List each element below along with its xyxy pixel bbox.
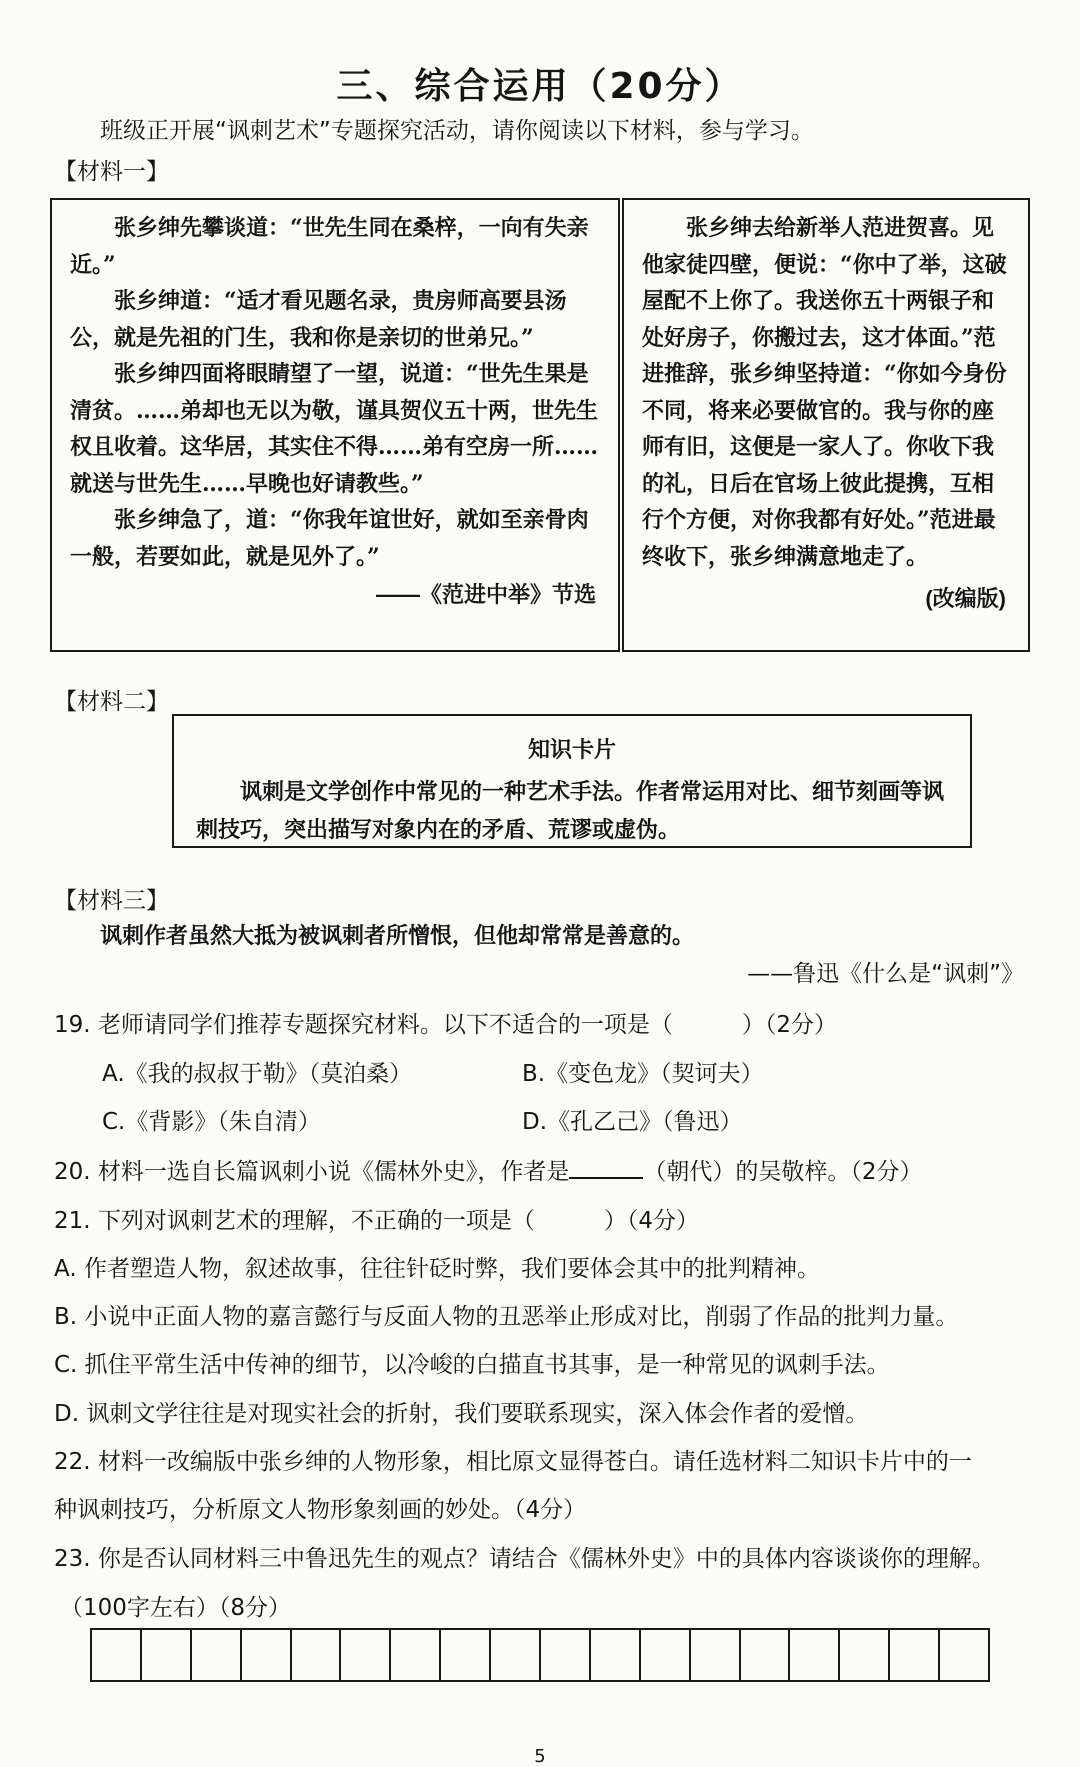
material1-label: 【材料一】 — [54, 159, 169, 185]
answer-cell[interactable] — [242, 1630, 292, 1680]
excerpt-source: ——《范进中举》节选 — [375, 582, 596, 607]
answer-cell[interactable] — [441, 1630, 491, 1680]
question-22-line2: 种讽刺技巧，分析原文人物形象刻画的妙处。（4分） — [54, 1497, 587, 1523]
excerpt-paragraph: 张乡绅四面将眼睛望了一望，说道：“世先生果是清贫。……弟却也无以为敬，谨具贺仪五十两，世先生权且收着。这华居，其实住不得……弟有空房一所……就送与世先生……早晚也好请教些。” — [70, 361, 599, 497]
excerpt-paragraph: 张乡绅先攀谈道：“世先生同在桑梓，一向有失亲近。” — [70, 215, 589, 278]
answer-cell[interactable] — [790, 1630, 840, 1680]
question-23-line1: 23. 你是否认同材料三中鲁迅先生的观点？请结合《儒林外史》中的具体内容谈谈你的理解。 — [54, 1546, 995, 1572]
material3-label: 【材料三】 — [54, 888, 169, 914]
material2-label: 【材料二】 — [54, 689, 169, 715]
question-22-line1: 22. 材料一改编版中张乡绅的人物形象，相比原文显得苍白。请任选材料二知识卡片中的一 — [54, 1449, 972, 1475]
page-number: 5 — [534, 1746, 546, 1767]
knowledge-card — [172, 714, 972, 848]
answer-cell[interactable] — [142, 1630, 192, 1680]
knowledge-card-text: 讽刺是文学创作中常见的一种艺术手法。作者常运用对比、细节刻画等讽刺技巧，突出描写对象内在的矛盾、荒谬或虚伪。 — [196, 778, 945, 843]
answer-cell[interactable] — [691, 1630, 741, 1680]
knowledge-card-title: 知识卡片 — [527, 737, 616, 763]
intro-text: 班级正开展“讽刺艺术”专题探究活动，请你阅读以下材料，参与学习。 — [100, 118, 814, 144]
section-title: 三、综合运用（20分） — [336, 66, 744, 107]
material1-excerpt-box — [50, 198, 620, 652]
excerpt-paragraph: 张乡绅道：“适才看见题名录，贵房师高要县汤公，就是先祖的门生，我和你是亲切的世弟兄。” — [70, 288, 567, 351]
answer-cell[interactable] — [341, 1630, 391, 1680]
answer-cell[interactable] — [890, 1630, 940, 1680]
q20-answer-blank[interactable] — [569, 1157, 643, 1179]
question-19: 19. 老师请同学们推荐专题探究材料。以下不适合的一项是（ ）（2分） — [54, 1012, 838, 1038]
material3-quote: 讽刺作者虽然大抵为被讽刺者所憎恨，但他却常常是善意的。 — [100, 923, 695, 949]
adapted-paragraph: 张乡绅去给新举人范进贺喜。见他家徒四壁，便说：“你中了举，这破屋配不上你了。我送你五十两银子和 处好房子，你搬过去，这才体面。”范进推辞，张乡绅坚持道：“你如今身份不同，将来必要做官的。我与你的座师有旧，这便是一家人了。你收下我的礼，日后在官场上彼此提携，互相行个方便，对你我都有好处。”范进最终收下，张乡绅满意地走了。 — [642, 215, 1007, 570]
q19-option-b: B.《变色龙》（契诃夫） — [522, 1061, 764, 1087]
q21-option-c: C. 抓住平常生活中传神的细节，以冷峻的白描直书其事，是一种常见的讽刺手法。 — [54, 1352, 890, 1378]
answer-grid[interactable] — [90, 1628, 990, 1682]
q20-text-before: 20. 材料一选自长篇讽刺小说《儒林外史》，作者是 — [54, 1159, 570, 1185]
question-23-line2: （100字左右）（8分） — [60, 1595, 292, 1621]
q21-option-b: B. 小说中正面人物的嘉言懿行与反面人物的丑恶举止形成对比，削弱了作品的批判力量。 — [54, 1304, 959, 1330]
q19-option-d: D.《孔乙己》（鲁迅） — [522, 1109, 743, 1135]
answer-cell[interactable] — [292, 1630, 342, 1680]
answer-cell[interactable] — [940, 1630, 988, 1680]
q20-text-after: （朝代）的吴敬梓。（2分） — [643, 1159, 923, 1185]
q19-option-a: A.《我的叔叔于勒》（莫泊桑） — [102, 1061, 413, 1087]
q19-option-c: C.《背影》（朱自清） — [102, 1109, 321, 1135]
answer-cell[interactable] — [491, 1630, 541, 1680]
q21-option-d: D. 讽刺文学往往是对现实社会的折射，我们要联系现实，深入体会作者的爱憎。 — [54, 1401, 869, 1427]
answer-cell[interactable] — [591, 1630, 641, 1680]
question-21: 21. 下列对讽刺艺术的理解，不正确的一项是（ ）（4分） — [54, 1208, 700, 1234]
adapted-note: (改编版) — [925, 586, 1006, 611]
answer-cell[interactable] — [641, 1630, 691, 1680]
answer-cell[interactable] — [840, 1630, 890, 1680]
answer-cell[interactable] — [391, 1630, 441, 1680]
answer-cell[interactable] — [192, 1630, 242, 1680]
question-20 — [54, 1153, 923, 1186]
answer-cell[interactable] — [541, 1630, 591, 1680]
material3-source: ——鲁迅《什么是“讽刺”》 — [747, 961, 1024, 987]
answer-cell[interactable] — [92, 1630, 142, 1680]
answer-cell[interactable] — [741, 1630, 791, 1680]
material1-adapted-box — [622, 198, 1030, 652]
excerpt-paragraph: 张乡绅急了，道：“你我年谊世好，就如至亲骨肉一般，若要如此，就是见外了。” — [70, 507, 589, 570]
q21-option-a: A. 作者塑造人物，叙述故事，往往针砭时弊，我们要体会其中的批判精神。 — [54, 1256, 820, 1282]
